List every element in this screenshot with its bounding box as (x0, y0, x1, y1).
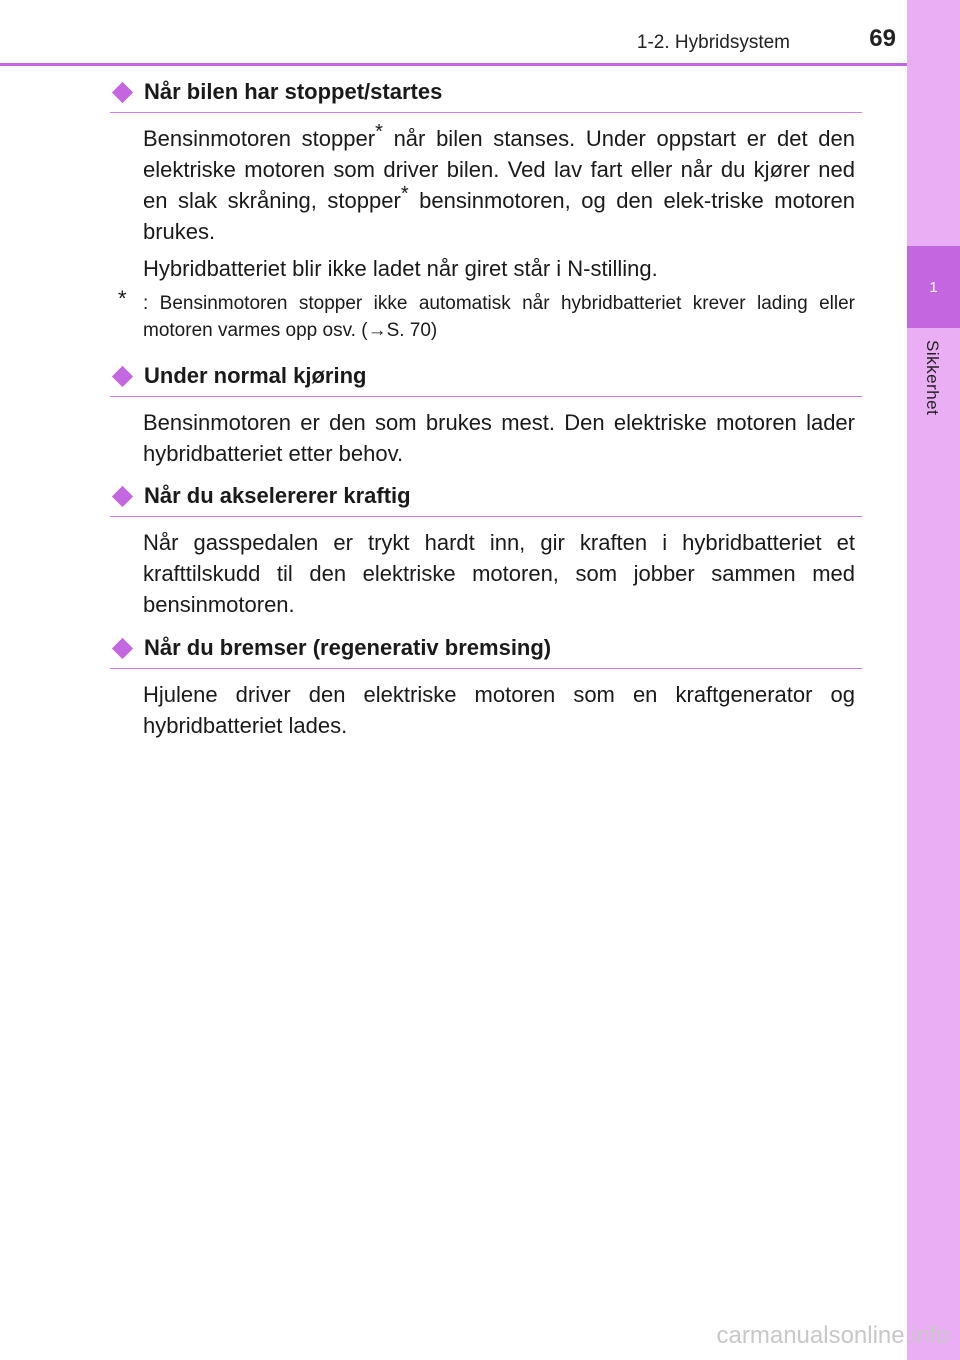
paragraph: Hybridbatteriet blir ikke ladet når giret står i N-stilling. (143, 256, 658, 281)
paragraph: Når gasspedalen er trykt hardt inn, gir kraften i hybridbatteriet et krafttilskudd til den elektriske motoren, som jobber sammen med bensinmotoren. (143, 530, 855, 617)
footnote-marker: * (375, 121, 383, 143)
watermark: carmanualsonline.info (716, 1322, 950, 1349)
paragraph-text: bensinmotoren, og den elek-triske motoren brukes. (143, 188, 855, 244)
section-heading-text: Under normal kjøring (144, 363, 367, 388)
section-heading (110, 628, 862, 669)
diamond-bullet-icon (112, 81, 133, 102)
section-regenerative-braking (110, 628, 862, 741)
section-heading (110, 476, 862, 517)
header-rule (0, 63, 907, 66)
paragraph: Bensinmotoren er den som brukes mest. Den elektriske motoren lader hybridbatteriet etter behov. (143, 410, 855, 466)
paragraph-text: Bensinmotoren stopper (143, 126, 376, 151)
footnote-text: : Bensinmotoren stopper ikke automatisk når hybridbatteriet krever lading eller motoren varmes opp osv. (→S. 70) (143, 293, 855, 341)
section-stop-start (110, 72, 862, 284)
footnote (110, 286, 855, 344)
chapter-label: Sikkerhet (923, 340, 942, 416)
footnote-marker: * (400, 183, 409, 205)
header-section-title: 1-2. Hybridsystem (636, 32, 790, 53)
footnote-mark: * (118, 286, 127, 311)
chapter-number-tab[interactable]: 1 (907, 246, 960, 328)
paragraph (110, 123, 862, 247)
section-heading (110, 356, 862, 397)
section-normal-driving (110, 356, 862, 469)
diamond-bullet-icon (112, 637, 133, 658)
section-heading-text: Når bilen har stoppet/startes (144, 79, 443, 104)
paragraph-text: når bilen stanses. Under oppstart er det den elektriske motoren som driver bilen. Ved lav fart eller når du kjører ned en slak skråning, stopper (143, 126, 855, 213)
diamond-bullet-icon (112, 485, 133, 506)
section-hard-acceleration (110, 476, 862, 620)
side-tab (907, 0, 960, 1360)
section-heading (110, 72, 862, 113)
page-number: 69 (869, 25, 896, 52)
diamond-bullet-icon (112, 365, 133, 386)
section-heading-text: Når du bremser (regenerativ bremsing) (144, 635, 552, 660)
section-heading-text: Når du akselererer kraftig (144, 483, 411, 508)
paragraph: Hjulene driver den elektriske motoren som en kraftgenerator og hybridbatteriet lades. (143, 682, 855, 738)
